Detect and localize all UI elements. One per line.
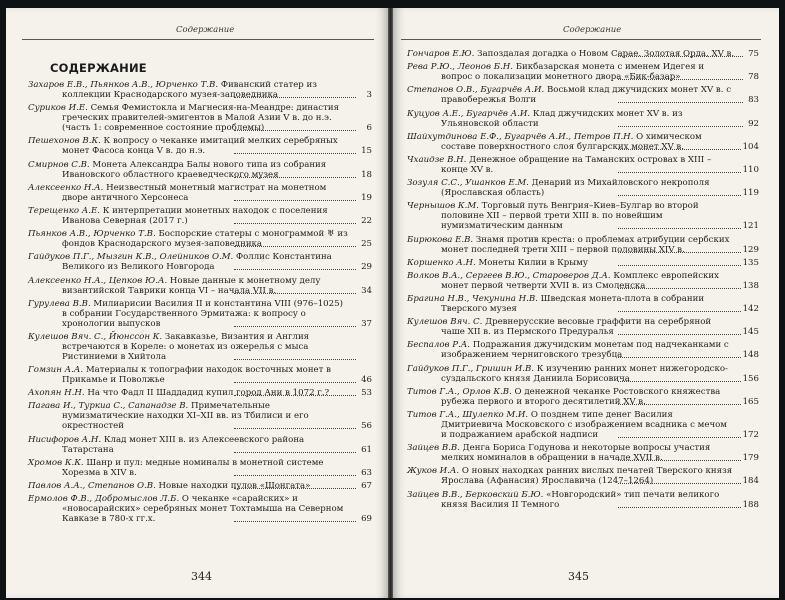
toc-entry-page: 46 bbox=[361, 375, 372, 386]
toc-entry-authors: Беспалов Р.А. bbox=[407, 340, 471, 351]
toc-entry-title: Денарий из Михайловского некрополя (Ярославская область) bbox=[441, 178, 710, 199]
toc-entry bbox=[28, 276, 372, 296]
toc-leader-dots bbox=[618, 381, 743, 382]
toc-entry bbox=[407, 109, 759, 129]
toc-leader-dots bbox=[618, 79, 743, 80]
toc-entry-title: Монеты Килии в Крыму bbox=[475, 257, 588, 268]
toc-entry-authors: Терещенко А.Е. bbox=[28, 205, 101, 216]
toc-entry-title: Новые находки пулов «Шонгата» bbox=[155, 481, 311, 491]
right-page bbox=[393, 8, 779, 598]
toc-entry bbox=[28, 481, 372, 491]
section-title: СОДЕРЖАНИЕ bbox=[50, 61, 147, 75]
toc-entry-page: 104 bbox=[742, 141, 759, 152]
toc-entry bbox=[407, 155, 759, 175]
toc-leader-dots bbox=[618, 56, 743, 57]
toc-leader-dots bbox=[234, 428, 356, 429]
toc-entry-page: 129 bbox=[742, 244, 759, 255]
toc-entry-title: Шанр и пул: медные номиналы в монетной системе Хорезма в XIV в. bbox=[62, 457, 324, 478]
toc-entry-page: 63 bbox=[361, 467, 372, 478]
toc-leader-dots bbox=[618, 265, 743, 266]
toc-entry-authors: Хромов К.К. bbox=[28, 457, 84, 468]
toc-entry bbox=[407, 340, 759, 360]
toc-entry-page: 19 bbox=[361, 192, 372, 203]
toc-leader-dots bbox=[234, 97, 356, 98]
toc-entry bbox=[28, 229, 372, 249]
toc-entry bbox=[28, 458, 372, 478]
toc-entry-title: Милиарисии Василия II и константина VIII (976–1025) в собрании Государственного Эрмитажа: к вопросу о хронологии выпусков bbox=[62, 298, 343, 329]
toc-entry-page: 69 bbox=[361, 514, 372, 525]
toc-leader-dots bbox=[234, 382, 356, 383]
toc-entry bbox=[407, 271, 759, 291]
toc-leader-dots bbox=[618, 252, 743, 253]
toc-entry bbox=[28, 299, 372, 329]
toc-entry-authors: Пьянков А.В., Юрченко Т.В. bbox=[28, 229, 156, 240]
toc-entry-page: 119 bbox=[742, 188, 759, 199]
toc-entry-page: 75 bbox=[748, 49, 759, 59]
toc-entry-authors: Зозуля С.С., Ушанков Е.М. bbox=[407, 178, 529, 189]
toc-entry bbox=[28, 160, 372, 180]
toc-entry bbox=[407, 490, 759, 510]
toc-entry-authors: Суриков И.Е. bbox=[28, 103, 88, 114]
toc-entry-title: Запоздалая догадка о Новом Сарае. Золотая Орда, XV в. bbox=[474, 49, 735, 59]
toc-entry-text bbox=[28, 332, 372, 362]
toc-entry-page: 142 bbox=[742, 304, 759, 315]
toc-entry-title: Денежное обращение на Таманских островах в XIII – конце XV в. bbox=[441, 154, 712, 175]
toc-entry-text bbox=[28, 481, 372, 491]
toc-entry-title: Фиванский статер из коллекции Краснодарского музея-заповедника bbox=[62, 80, 317, 100]
toc-entry-authors: Алексеенко Н.А. bbox=[28, 182, 104, 193]
toc-leader-dots bbox=[618, 228, 743, 229]
toc-entry bbox=[407, 258, 759, 268]
page-number: 344 bbox=[191, 570, 212, 583]
toc-entry-title: Неизвестный монетный магистрат на монетном дворе античного Херсонеса bbox=[62, 182, 327, 203]
toc-entry-authors: Ермолов Ф.В., Добромыслов Л.Б. bbox=[28, 494, 180, 505]
toc-entry-page: 110 bbox=[742, 164, 759, 175]
toc-entry-title: К интерпретации монетных находок с поселения Иванова Северная (2017 г.) bbox=[62, 205, 328, 226]
toc-entry-page: 145 bbox=[742, 327, 759, 338]
toc-entry-page: 165 bbox=[742, 396, 759, 407]
toc-entry-authors: Зайцев В.В., Берковский Б.Ю. bbox=[407, 489, 544, 500]
toc-entry-authors: Алексеенко Н.А., Цепков Ю.А. bbox=[28, 275, 168, 286]
toc-entry bbox=[28, 206, 372, 226]
toc-entry-title: Знамя против креста: о проблемах атрибуции сербских монет последней трети XIII – первой половины XIV в. bbox=[441, 234, 730, 255]
toc-entry-title: О новых находках ранних вислых печатей Тверского князя Ярослава (Афанасия) Ярославича (1247–1264) bbox=[441, 466, 733, 487]
toc-entry-authors: Брагина Н.В., Чекунина Н.В. bbox=[407, 294, 538, 305]
toc-leader-dots bbox=[234, 475, 356, 476]
toc-entry-title: Боспорские статеры с монограммой ♅ из фондов Краснодарского музея-заповедника bbox=[62, 229, 348, 250]
toc-entry-text bbox=[28, 401, 372, 431]
toc-entry bbox=[28, 136, 372, 156]
toc-leader-dots bbox=[234, 452, 356, 453]
toc-entry-title: Денга Бориса Годунова и некоторые вопросы участия мелких номиналов в обращении в начале XVII в. bbox=[441, 443, 711, 464]
toc-entry-page: 67 bbox=[361, 481, 372, 491]
toc-entry-title: Клад джучидских монет XV в. из Ульяновской области bbox=[441, 108, 683, 129]
toc-entry-title: Материалы к топографии находок восточных монет в Прикамье и Поволжье bbox=[62, 365, 331, 386]
toc-entry bbox=[407, 201, 759, 231]
toc-entry-page: 18 bbox=[361, 169, 372, 180]
toc-entry bbox=[28, 388, 372, 398]
toc-entry bbox=[407, 364, 759, 384]
toc-leader-dots bbox=[234, 153, 356, 154]
toc-entry-authors: Чхаидзе В.Н. bbox=[407, 154, 467, 165]
toc-leader-dots bbox=[618, 334, 743, 335]
toc-entry-authors: Гайдуков П.Г., Мызгин К.В., Олейников О.М. bbox=[28, 252, 234, 263]
toc-entry bbox=[28, 365, 372, 385]
toc-entry-authors: Бирюкова Е.В. bbox=[407, 234, 474, 245]
toc-entry-page: 148 bbox=[742, 350, 759, 361]
toc-entry-page: 184 bbox=[742, 476, 759, 487]
toc-entry bbox=[28, 252, 372, 272]
toc-entry-page: 61 bbox=[361, 444, 372, 455]
toc-entry-authors: Кулешов Вяч. С. bbox=[407, 317, 483, 328]
toc-entry-page: 34 bbox=[361, 285, 372, 296]
toc-entry-authors: Гайдуков П.Г., Гришин И.В. bbox=[407, 363, 534, 374]
toc-entry-title: Семья Фемистокла и Магнесия-на-Меандре: династия греческих правителей-эмигентов в Малой Азии V в. до н.э. (часть 1: современное состояние проблемы) bbox=[62, 103, 339, 134]
toc-entry-title: К изучению ранних монет нижегородско-суздальского князя Даниила Борисовича bbox=[441, 363, 728, 384]
toc-list bbox=[28, 80, 372, 527]
toc-leader-dots bbox=[234, 293, 356, 294]
toc-leader-dots bbox=[618, 102, 743, 103]
toc-leader-dots bbox=[618, 172, 743, 173]
toc-entry-text bbox=[28, 494, 372, 524]
toc-entry-authors: Пешехонов В.К. bbox=[28, 136, 101, 147]
toc-entry-authors: Коршенко А.Н. bbox=[407, 257, 476, 268]
toc-leader-dots bbox=[618, 126, 743, 127]
toc-entry bbox=[407, 85, 759, 105]
toc-entry-text bbox=[407, 258, 759, 268]
left-page bbox=[6, 8, 388, 598]
toc-leader-dots bbox=[234, 395, 356, 396]
toc-entry-authors: Нисифоров А.Н. bbox=[28, 434, 102, 445]
toc-leader-dots bbox=[618, 507, 743, 508]
toc-entry-page: 37 bbox=[361, 318, 372, 329]
toc-entry-title: Клад монет XIII в. из Алексеевского района Татарстана bbox=[62, 434, 305, 455]
toc-entry-title: Комплекс европейских монет первой четверти XVII в. из Смоленска bbox=[441, 270, 719, 291]
toc-entry bbox=[407, 443, 759, 463]
toc-entry-authors: Степанов О.В., Бугарчёв А.И. bbox=[407, 85, 545, 96]
toc-leader-dots bbox=[618, 460, 743, 461]
toc-entry bbox=[28, 435, 372, 455]
toc-entry-title: Бикбазарская монета с именем Идегея и вопрос о локализации монетного двора «Бик-базар» bbox=[441, 62, 705, 83]
toc-leader-dots bbox=[234, 521, 356, 522]
toc-entry-page: 56 bbox=[361, 421, 372, 432]
toc-entry bbox=[407, 387, 759, 407]
toc-entry-text bbox=[407, 49, 759, 59]
toc-entry bbox=[407, 178, 759, 198]
toc-entry-text bbox=[28, 388, 372, 398]
toc-entry bbox=[28, 80, 372, 100]
toc-entry-page: 25 bbox=[361, 239, 372, 250]
toc-leader-dots bbox=[618, 195, 743, 196]
toc-entry-text bbox=[407, 201, 759, 231]
toc-entry-title: К вопросу о чеканке имитаций мелких серебряных монет Фасоса конца V в. до н.э. bbox=[62, 136, 338, 157]
toc-entry-page: 53 bbox=[361, 388, 372, 399]
toc-leader-dots bbox=[618, 357, 743, 358]
toc-entry-authors: Ахопян Н.Н. bbox=[28, 388, 85, 399]
toc-leader-dots bbox=[234, 326, 356, 327]
toc-entry bbox=[407, 235, 759, 255]
toc-entry bbox=[28, 103, 372, 133]
toc-entry-page: 92 bbox=[748, 118, 759, 129]
toc-entry-page: 188 bbox=[742, 499, 759, 510]
toc-entry bbox=[407, 62, 759, 82]
toc-entry-title: Восьмой клад джучидских монет XV в. с правобережья Волги bbox=[441, 85, 732, 106]
toc-entry-authors: Захаров Е.В., Пьянков А.В., Юрченко Т.В. bbox=[28, 80, 219, 90]
toc-leader-dots bbox=[234, 200, 356, 201]
toc-entry-title: О денежной чеканке Ростовского княжества рубежа первого и второго десятилетий XV в. bbox=[441, 386, 721, 407]
toc-entry-title: Торговый путь Венгрия–Киев–Булгар во второй половине XII – первой трети XIII в. по новейшим нумизматическим данным bbox=[441, 201, 699, 232]
toc-entry-page: 29 bbox=[361, 262, 372, 273]
toc-entry-page: 3 bbox=[366, 90, 372, 100]
toc-entry bbox=[407, 49, 759, 59]
toc-entry-title: На что Фадл II Шаддадид купил город Ани в 1072 г.? bbox=[84, 388, 330, 399]
toc-entry-page: 22 bbox=[361, 215, 372, 226]
toc-entry-text bbox=[28, 299, 372, 329]
toc-entry bbox=[28, 401, 372, 431]
toc-entry-page: 135 bbox=[742, 257, 759, 268]
toc-entry-authors: Жуков И.А. bbox=[407, 466, 460, 477]
toc-leader-dots bbox=[618, 311, 743, 312]
header-rule bbox=[22, 39, 374, 40]
toc-entry-authors: Гурулева В.В. bbox=[28, 298, 91, 309]
running-header: Содержание bbox=[563, 25, 622, 35]
toc-entry-page: 138 bbox=[742, 280, 759, 291]
toc-entry-authors: Титов Г.А., Шулепко М.И. bbox=[407, 410, 529, 420]
toc-entry-page: 83 bbox=[748, 95, 759, 106]
toc-entry-authors: Чернышов К.М. bbox=[407, 201, 479, 212]
toc-leader-dots bbox=[618, 288, 743, 289]
toc-entry-authors: Смирнов С.В. bbox=[28, 159, 90, 170]
toc-entry-authors: Титов Г.А., Орлов К.В. bbox=[407, 386, 512, 397]
header-rule bbox=[401, 39, 761, 40]
toc-entry-page: 172 bbox=[742, 430, 759, 440]
toc-leader-dots bbox=[234, 130, 356, 131]
toc-entry-authors: Куцуов А.Е., Бугарчёв А.И. bbox=[407, 108, 531, 119]
toc-entry bbox=[407, 317, 759, 337]
page-number: 345 bbox=[568, 570, 589, 583]
toc-entry-title: Фоллис Константина Великого из Великого Новгорода bbox=[62, 252, 332, 273]
toc-entry-title: Подражания джучидским монетам под надчеканками с изображением черниговского трезубца bbox=[441, 340, 729, 361]
toc-entry-page: 179 bbox=[742, 453, 759, 464]
toc-entry bbox=[28, 494, 372, 524]
toc-entry-authors: Павлов А.А., Степанов О.В. bbox=[28, 481, 156, 491]
toc-entry-title: Примечательные нумизматические находки XI–XII вв. из Тбилиси и его окрестностей bbox=[62, 401, 309, 432]
toc-leader-dots bbox=[234, 223, 356, 224]
toc-entry-title: О чеканке «сарайских» и «новосарайских» серебряных монет Тохтамыша на Северном Кавказе в 780-х гг.х. bbox=[62, 494, 344, 525]
toc-leader-dots bbox=[618, 404, 743, 405]
toc-entry-text bbox=[407, 410, 759, 440]
toc-entry bbox=[28, 332, 372, 362]
toc-entry-title: Монета Александра Балы нового типа из собрания Ивановского областного краеведческого музея bbox=[62, 159, 327, 180]
toc-leader-dots bbox=[618, 149, 743, 150]
toc-entry-title: О химическом составе поверхностного слоя булгарских монет XV в. bbox=[441, 131, 702, 152]
toc-leader-dots bbox=[234, 488, 356, 489]
toc-entry-authors: Гомзин А.А. bbox=[28, 365, 84, 376]
toc-leader-dots bbox=[234, 269, 356, 270]
toc-leader-dots bbox=[618, 437, 743, 438]
toc-entry bbox=[407, 294, 759, 314]
toc-leader-dots bbox=[234, 359, 356, 360]
toc-entry-title: Закавказье, Византия и Англия встречаются в Кореле: о монетах из ожерелья с мыса Ристиниеми в Хийтола bbox=[62, 331, 310, 362]
toc-entry-authors: Гончаров Е.Ю. bbox=[407, 49, 475, 59]
toc-entry-authors: Волков В.А., Сергеев В.Ю., Староверов Д.А. bbox=[407, 270, 611, 281]
toc-leader-dots bbox=[618, 483, 743, 484]
toc-entry-text bbox=[28, 103, 372, 133]
toc-entry-page: 121 bbox=[742, 221, 759, 232]
toc-entry-authors: Рева Р.Ю., Леонов Б.Н. bbox=[407, 62, 513, 73]
toc-entry-authors: Кулешов Вяч. С., Йюнссон К. bbox=[28, 331, 163, 342]
toc-leader-dots bbox=[234, 246, 356, 247]
toc-entry-page: 6 bbox=[366, 123, 372, 134]
toc-leader-dots bbox=[234, 177, 356, 178]
toc-entry-title: «Новгородский» тип печати великого князя Василия II Темного bbox=[441, 489, 720, 510]
toc-entry bbox=[28, 183, 372, 203]
running-header: Содержание bbox=[176, 25, 235, 35]
toc-entry-title: Древнерусские весовые граффити на серебряной чаше XII в. из Пермского Предуралья bbox=[441, 317, 712, 338]
toc-entry-page: 156 bbox=[742, 373, 759, 384]
toc-entry-page: 78 bbox=[748, 72, 759, 83]
toc-entry bbox=[407, 410, 759, 440]
toc-entry-title: Новые данные к монетному делу византийской Таврики конца VI – начала VII в. bbox=[62, 275, 321, 296]
toc-entry-title: О позднем типе денег Василия Дмитриевича Московского с изображением всадника с мечом и подражанием арабской надписи bbox=[441, 410, 727, 440]
toc-entry-authors: Шайхутдинова Е.Ф., Бугарчёв А.И., Петров П.Н. bbox=[407, 131, 634, 142]
toc-entry bbox=[407, 466, 759, 486]
toc-list bbox=[407, 49, 759, 513]
toc-entry-title: Шведская монета-плота в собрании Тверского музея bbox=[441, 294, 705, 315]
toc-entry-authors: Зайцев В.В. bbox=[407, 443, 460, 454]
toc-entry-authors: Пагава И., Туркиа С., Сапанадзе В. bbox=[28, 401, 189, 412]
toc-entry-page: 15 bbox=[361, 146, 372, 157]
toc-entry bbox=[407, 132, 759, 152]
